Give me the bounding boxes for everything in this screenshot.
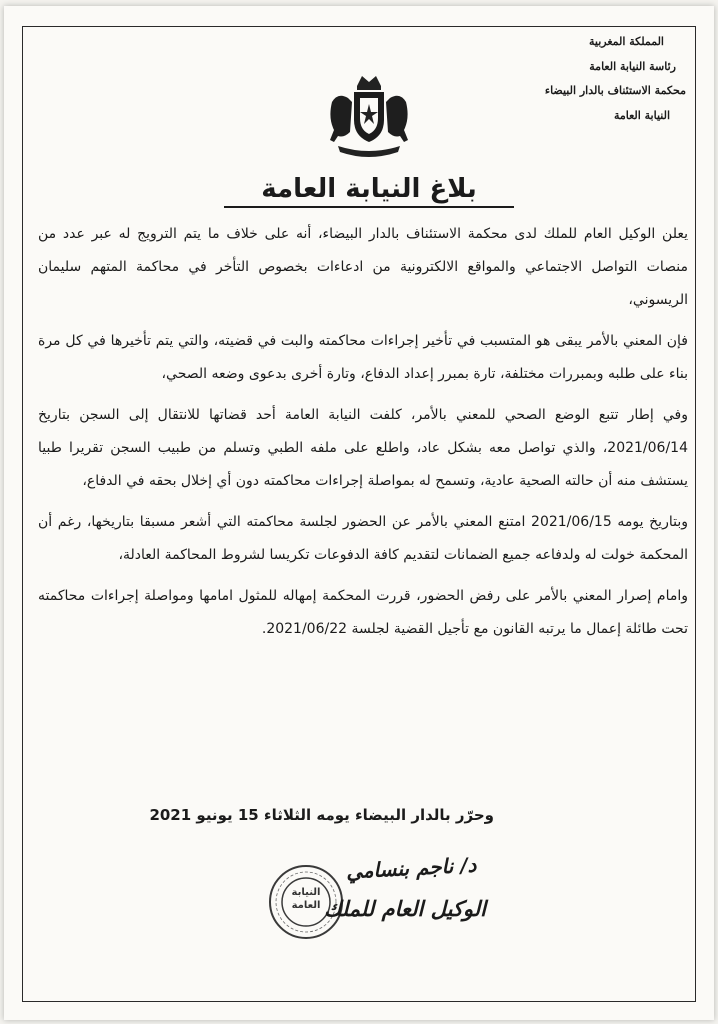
letterhead (486, 34, 686, 132)
page-title: بلاغ النيابة العامة (224, 174, 514, 208)
issue-date: وحرّر بالدار البيضاء يومه الثلاثاء 15 يونيو 2021 (149, 806, 494, 824)
document-sheet (4, 6, 714, 1020)
paragraph-delay-cause: فإن المعني بالأمر يبقى هو المتسبب في تأخير إجراءات محاكمته والبت في قضيته، والتي يتم تأخيرها في كل مرة بناء على طلبه وبمبررات مختلفة، تارة بمبرر إعداد الدفاع، وتارة أخرى بدعوى وضعه الصحي، (38, 333, 688, 382)
paragraph-intro: يعلن الوكيل العام للملك لدى محكمة الاستئناف بالدار البيضاء، أنه على خلاف ما يتم الترويج له عبر عدد من منصات التواصل الاجتماعي والمواقع الالكترونية من ادعاءات بخصوص التأخر في محاكمة المتهم سليمان الريسوني، (38, 226, 688, 308)
announcement-body (38, 218, 688, 650)
moroccan-coat-of-arms-icon (324, 72, 414, 160)
paragraph-refusal: وبتاريخ يومه 2021/06/15 امتنع المعني بالأمر عن الحضور لجلسة محاكمته التي أشعر مسبقا بتاريخها، رغم أن المحكمة خولت له ولدفاعه جميع الضمانات لتقديم كافة الدفوعات تكريسا لشروط المحاكمة العادلة، (38, 514, 688, 563)
letterhead-prosecution: النيابة العامة (613, 108, 670, 122)
letterhead-kingdom: المملكة المغربية (589, 35, 664, 48)
signatory-name: د/ ناجم بنسامي (345, 852, 477, 884)
paragraph-decision: وامام إصرار المعني بالأمر على رفض الحضور، قررت المحكمة إمهاله للمثول امامها ومواصلة إجراءات محاكمته تحت طائلة إعمال ما يرتبه القانون مع تأجيل القضية لجلسة 2021/06/22. (38, 588, 688, 637)
letterhead-presidency: رئاسة النيابة العامة (589, 59, 676, 73)
stamp-text-line2: العامة (291, 900, 321, 911)
signature-block (184, 846, 504, 956)
signatory-title: الوكيل العام للملك (324, 896, 486, 921)
letterhead-court: محكمة الاستئناف بالدار البيضاء (544, 84, 686, 97)
stamp-text-line1: النيابة (291, 887, 321, 898)
paragraph-health-check: وفي إطار تتبع الوضع الصحي للمعني بالأمر، كلفت النيابة العامة أحد قضاتها للانتقال إلى السجن بتاريخ 2021/06/14، والذي تواصل معه بشكل عاد، واطلع على ملفه الطبي وتسلم من طبيب السجن تقريرا طبيا يستشف منه أن حالته الصحية عادية، وتسمح له بمواصلة إجراءات محاكمته دون أي إخلال بحقه في الدفاع، (38, 407, 688, 489)
